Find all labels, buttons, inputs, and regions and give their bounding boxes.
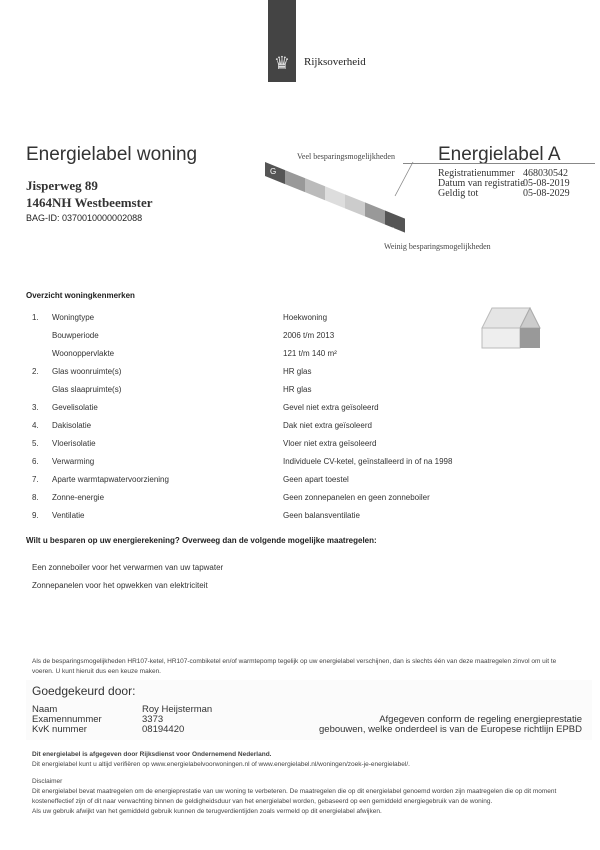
energy-label-title: Energielabel A bbox=[438, 144, 561, 165]
measures-heading: Wilt u besparen op uw energierekening? Overweeg dan de volgende mogelijke maatregelen: bbox=[26, 536, 377, 545]
table-row bbox=[0, 381, 600, 399]
conform-text: Afgegeven conform de regeling energieprestatie gebouwen, welke onderdeel is van de Europese richtlijn EPBD bbox=[319, 714, 582, 735]
class-c bbox=[345, 194, 365, 216]
disclaimer-text: Dit energielabel bevat maatregelen om de energieprestatie van uw woning te verbeteren. De maatregelen die op dit energielabel genoemd worden zijn maatregelen die op dit moment kosteneffectief zijn of dit naar verwachting binnen de geldigheidsduur van het energielabel worden, gebaseerd op een gemiddeld energiegebruik van de woning. Als uw gebruik afwijkt van het gemiddeld gebruik kunnen de terugverdientijden zoals vermeld op dit energielabel afwijken. bbox=[32, 788, 557, 815]
row-number: 9. bbox=[32, 511, 39, 520]
page-title: Energielabel woning bbox=[26, 144, 198, 165]
row-value: HR glas bbox=[283, 385, 312, 394]
row-label: Glas woonruimte(s) bbox=[52, 367, 122, 376]
row-label: Verwarming bbox=[52, 457, 95, 466]
row-value: Geen balansventilatie bbox=[283, 511, 360, 520]
row-label: Gevelisolatie bbox=[52, 403, 98, 412]
row-value: HR glas bbox=[283, 367, 312, 376]
row-value: Hoekwoning bbox=[283, 313, 328, 322]
class-e bbox=[305, 178, 325, 200]
measure-item: Een zonneboiler voor het verwarmen van uw tapwater bbox=[32, 563, 224, 572]
house-icon bbox=[480, 300, 560, 352]
table-row bbox=[0, 471, 600, 489]
table-row bbox=[0, 507, 600, 525]
row-number: 2. bbox=[32, 367, 39, 376]
row-number: 1. bbox=[32, 313, 39, 322]
row-label: Ventilatie bbox=[52, 511, 85, 520]
row-number: 6. bbox=[32, 457, 39, 466]
table-row bbox=[0, 399, 600, 417]
row-label: Zonne-energie bbox=[52, 493, 105, 502]
table-row bbox=[0, 453, 600, 471]
row-value: Gevel niet extra geïsoleerd bbox=[283, 403, 379, 412]
class-a-letter: A bbox=[390, 226, 397, 236]
disclaimer-heading: Disclaimer bbox=[32, 778, 63, 785]
bag-id: BAG-ID: 0370010000002088 bbox=[26, 213, 143, 223]
row-value: 2006 t/m 2013 bbox=[283, 331, 335, 340]
row-label: Vloerisolatie bbox=[52, 439, 96, 448]
row-value: Vloer niet extra geïsoleerd bbox=[283, 439, 377, 448]
class-g-letter: G bbox=[270, 167, 277, 176]
verify-line: Dit energielabel kunt u altijd verifiëren op www.energielabelvoorwoningen.nl of www.energielabel.nl/woningen/zoek-je-energielabel/. bbox=[32, 761, 410, 768]
table-row bbox=[0, 363, 600, 381]
row-label: Dakisolatie bbox=[52, 421, 92, 430]
row-number: 4. bbox=[32, 421, 39, 430]
row-label: Aparte warmtapwatervoorziening bbox=[52, 475, 169, 484]
row-value: 121 t/m 140 m² bbox=[283, 349, 337, 358]
street: Jisperweg 89 bbox=[26, 178, 98, 193]
approval-values: Roy Heijsterman 3373 08194420 bbox=[142, 704, 213, 735]
table-row bbox=[0, 435, 600, 453]
row-label: Woonoppervlakte bbox=[52, 349, 115, 358]
class-d bbox=[325, 186, 345, 208]
table-row bbox=[0, 489, 600, 507]
row-value: Geen apart toestel bbox=[283, 475, 349, 484]
approved-heading: Goedgekeurd door: bbox=[32, 684, 136, 698]
city: 1464NH Westbeemster bbox=[26, 195, 153, 210]
row-number: 8. bbox=[32, 493, 39, 502]
row-label: Glas slaapruimte(s) bbox=[52, 385, 122, 394]
crest-icon: ♛ bbox=[273, 53, 291, 73]
class-f bbox=[285, 170, 305, 192]
overview-heading: Overzicht woningkenmerken bbox=[26, 291, 135, 300]
row-label: Bouwperiode bbox=[52, 331, 99, 340]
row-number: 5. bbox=[32, 439, 39, 448]
row-value: Geen zonnepanelen en geen zonneboiler bbox=[283, 493, 430, 502]
row-number: 3. bbox=[32, 403, 39, 412]
bottom-caption: Weinig besparingsmogelijkheden bbox=[384, 242, 491, 251]
top-caption: Veel besparingsmogelijkheden bbox=[297, 152, 395, 161]
issuer-line: Dit energielabel is afgegeven door Rijksdienst voor Ondernemend Nederland. bbox=[32, 751, 272, 758]
class-b bbox=[365, 202, 385, 224]
row-value: Individuele CV-ketel, geïnstalleerd in of na 1998 bbox=[283, 457, 453, 466]
registration-values: 468030542 05-08-2019 05-08-2029 bbox=[523, 168, 570, 199]
measure-item: Zonnepanelen voor het opwekken van elektriciteit bbox=[32, 581, 208, 590]
note: Als de besparingsmogelijkheden HR107-ketel, HR107-combiketel en/of warmtepomp tegelijk op uw energielabel verschijnen, dan is slechts één van deze maatregelen zinvol om uit te voeren. U kunt hieruit dus een keuze maken. bbox=[32, 658, 557, 675]
logo-text: Rijksoverheid bbox=[304, 56, 366, 68]
row-label: Woningtype bbox=[52, 313, 95, 322]
divider bbox=[403, 163, 595, 164]
table-row bbox=[0, 417, 600, 435]
approval-keys: Naam Examennummer KvK nummer bbox=[32, 704, 102, 735]
row-value: Dak niet extra geïsoleerd bbox=[283, 421, 372, 430]
registration-keys: Registratienummer Datum van registratie Geldig tot bbox=[438, 168, 525, 199]
row-number: 7. bbox=[32, 475, 39, 484]
